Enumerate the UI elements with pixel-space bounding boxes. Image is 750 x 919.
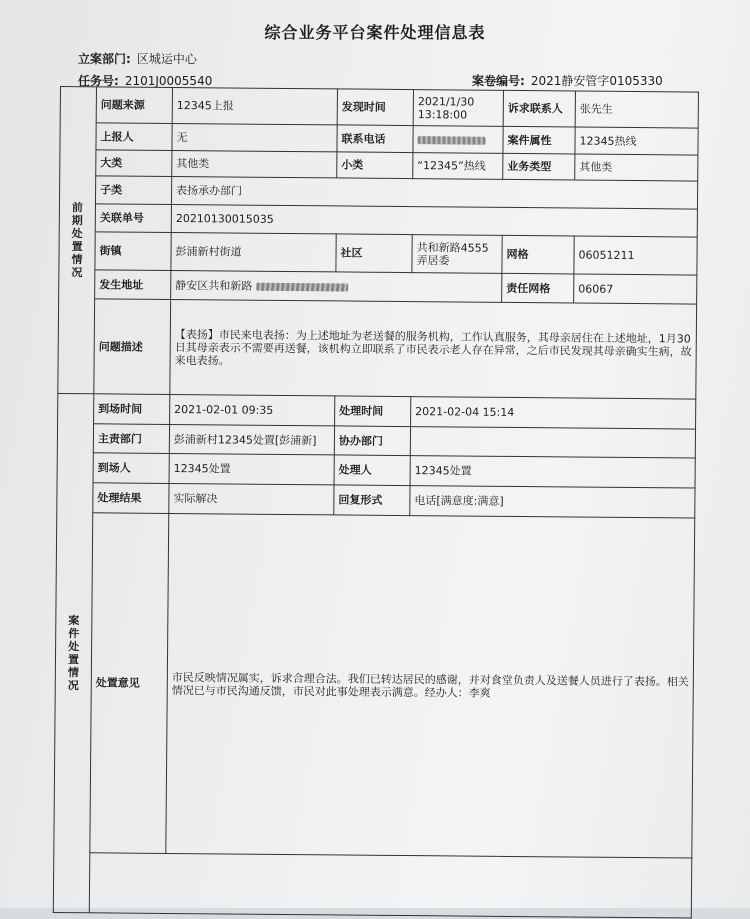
- subcategory-label: 小类: [337, 152, 413, 179]
- case-attr-value: 12345热线: [575, 127, 698, 155]
- handler-value: 12345处置: [410, 456, 695, 488]
- category-label: 大类: [96, 150, 172, 177]
- found-time-value: 2021/1/30 13:18:00: [413, 90, 503, 127]
- phone-value-redacted: [413, 126, 503, 154]
- file-value: 2021静安管字0105330: [530, 74, 663, 88]
- arrive-time-value: 2021-02-01 09:35: [170, 394, 335, 425]
- section-early-handling: 前期处置情况: [58, 87, 97, 394]
- grid-value: 06051211: [574, 236, 697, 275]
- opinion-label: 处置意见: [90, 513, 169, 854]
- street-value: 彭浦新村街道: [171, 232, 336, 271]
- assist-dept-value: [410, 427, 695, 458]
- complainant-value: 张先生: [575, 91, 698, 128]
- community-value: 共和新路4555弄居委: [412, 235, 502, 274]
- reporter-value: 无: [172, 123, 337, 151]
- section-case-handling: 案件处置情况: [53, 393, 94, 912]
- arrive-person-value: 12345处置: [169, 453, 334, 484]
- problem-source-value: 12345上报: [172, 87, 337, 124]
- table-row: [58, 298, 697, 399]
- reply-label: 回复形式: [334, 485, 410, 516]
- desc-label: 问题描述: [94, 299, 171, 395]
- related-no-label: 关联单号: [95, 204, 171, 233]
- case-info-table: [53, 86, 699, 919]
- blank-footer-cell: [89, 853, 692, 918]
- reporter-label: 上报人: [96, 123, 172, 151]
- address-label: 发生地址: [95, 270, 171, 300]
- lead-dept-label: 主责部门: [93, 424, 169, 454]
- table-row: [59, 231, 697, 275]
- result-value: 实际解决: [169, 483, 334, 514]
- page-title: 综合业务平台案件处理信息表: [264, 23, 486, 42]
- category-value: 其他类: [172, 150, 337, 177]
- handler-label: 处理人: [334, 455, 410, 486]
- subtype-value: 表扬承办部门: [171, 176, 697, 209]
- desc-value: 【表扬】市民来电表扬：为上述地址为老送餐的服务机构，工作认真服务，其母亲居住在上述地址，1月30日其母亲表示不需要再送餐，该机构立即联系了市民表示老人存在异常，之后市民发现其母亲确实生病，故来电表扬。: [170, 299, 697, 399]
- table-row: [60, 87, 698, 129]
- assist-dept-label: 协办部门: [334, 426, 410, 456]
- arrive-time-label: 到场时间: [94, 394, 170, 425]
- arrive-person-label: 到场人: [93, 453, 169, 484]
- task-value: 2101J0005540: [124, 74, 213, 88]
- file-line: [472, 72, 663, 89]
- address-redacted: [256, 282, 348, 291]
- community-label: 社区: [336, 234, 412, 273]
- resp-grid-label: 责任网格: [502, 273, 574, 303]
- subcategory-value: “12345”热线: [413, 153, 503, 180]
- reply-value: 电话[满意度:满意]: [410, 486, 695, 518]
- dept-value: 区城运中心: [136, 52, 197, 66]
- table-row: [53, 852, 691, 918]
- file-label: 案卷编号:: [472, 74, 525, 88]
- task-label: 任务号:: [78, 74, 119, 88]
- subtype-label: 子类: [95, 176, 171, 205]
- resp-grid-value: 06067: [574, 274, 697, 304]
- dept-label: 立案部门:: [78, 52, 131, 66]
- result-label: 处理结果: [93, 483, 169, 514]
- biz-type-label: 业务类型: [503, 153, 575, 180]
- handle-time-label: 处理时间: [335, 396, 411, 427]
- lead-dept-value: 彭浦新村12345处置[彭浦新]: [169, 424, 334, 454]
- handle-time-value: 2021-02-04 15:14: [411, 397, 696, 429]
- phone-label: 联系电话: [337, 125, 413, 153]
- address-value: 静安区共和新路: [175, 278, 253, 293]
- found-time-label: 发现时间: [337, 89, 413, 126]
- grid-label: 网格: [502, 235, 574, 274]
- related-no-value: 20210130015035: [171, 204, 697, 237]
- street-label: 街镇: [95, 232, 171, 271]
- address-cell: [171, 270, 502, 302]
- biz-type-value: 其他类: [575, 154, 698, 181]
- case-attr-label: 案件属性: [503, 126, 575, 154]
- dept-line: [78, 50, 197, 67]
- table-row: [54, 512, 695, 858]
- opinion-value: 市民反映情况属实，诉求合理合法。我们已转达居民的感谢，并对食堂负责人及送餐人员进行了表扬。相关情况已与市民沟通反馈，市民对此事处理表示满意。经办人：李爽: [166, 513, 695, 858]
- complainant-label: 诉求联系人: [503, 90, 575, 127]
- problem-source-label: 问题来源: [96, 87, 172, 124]
